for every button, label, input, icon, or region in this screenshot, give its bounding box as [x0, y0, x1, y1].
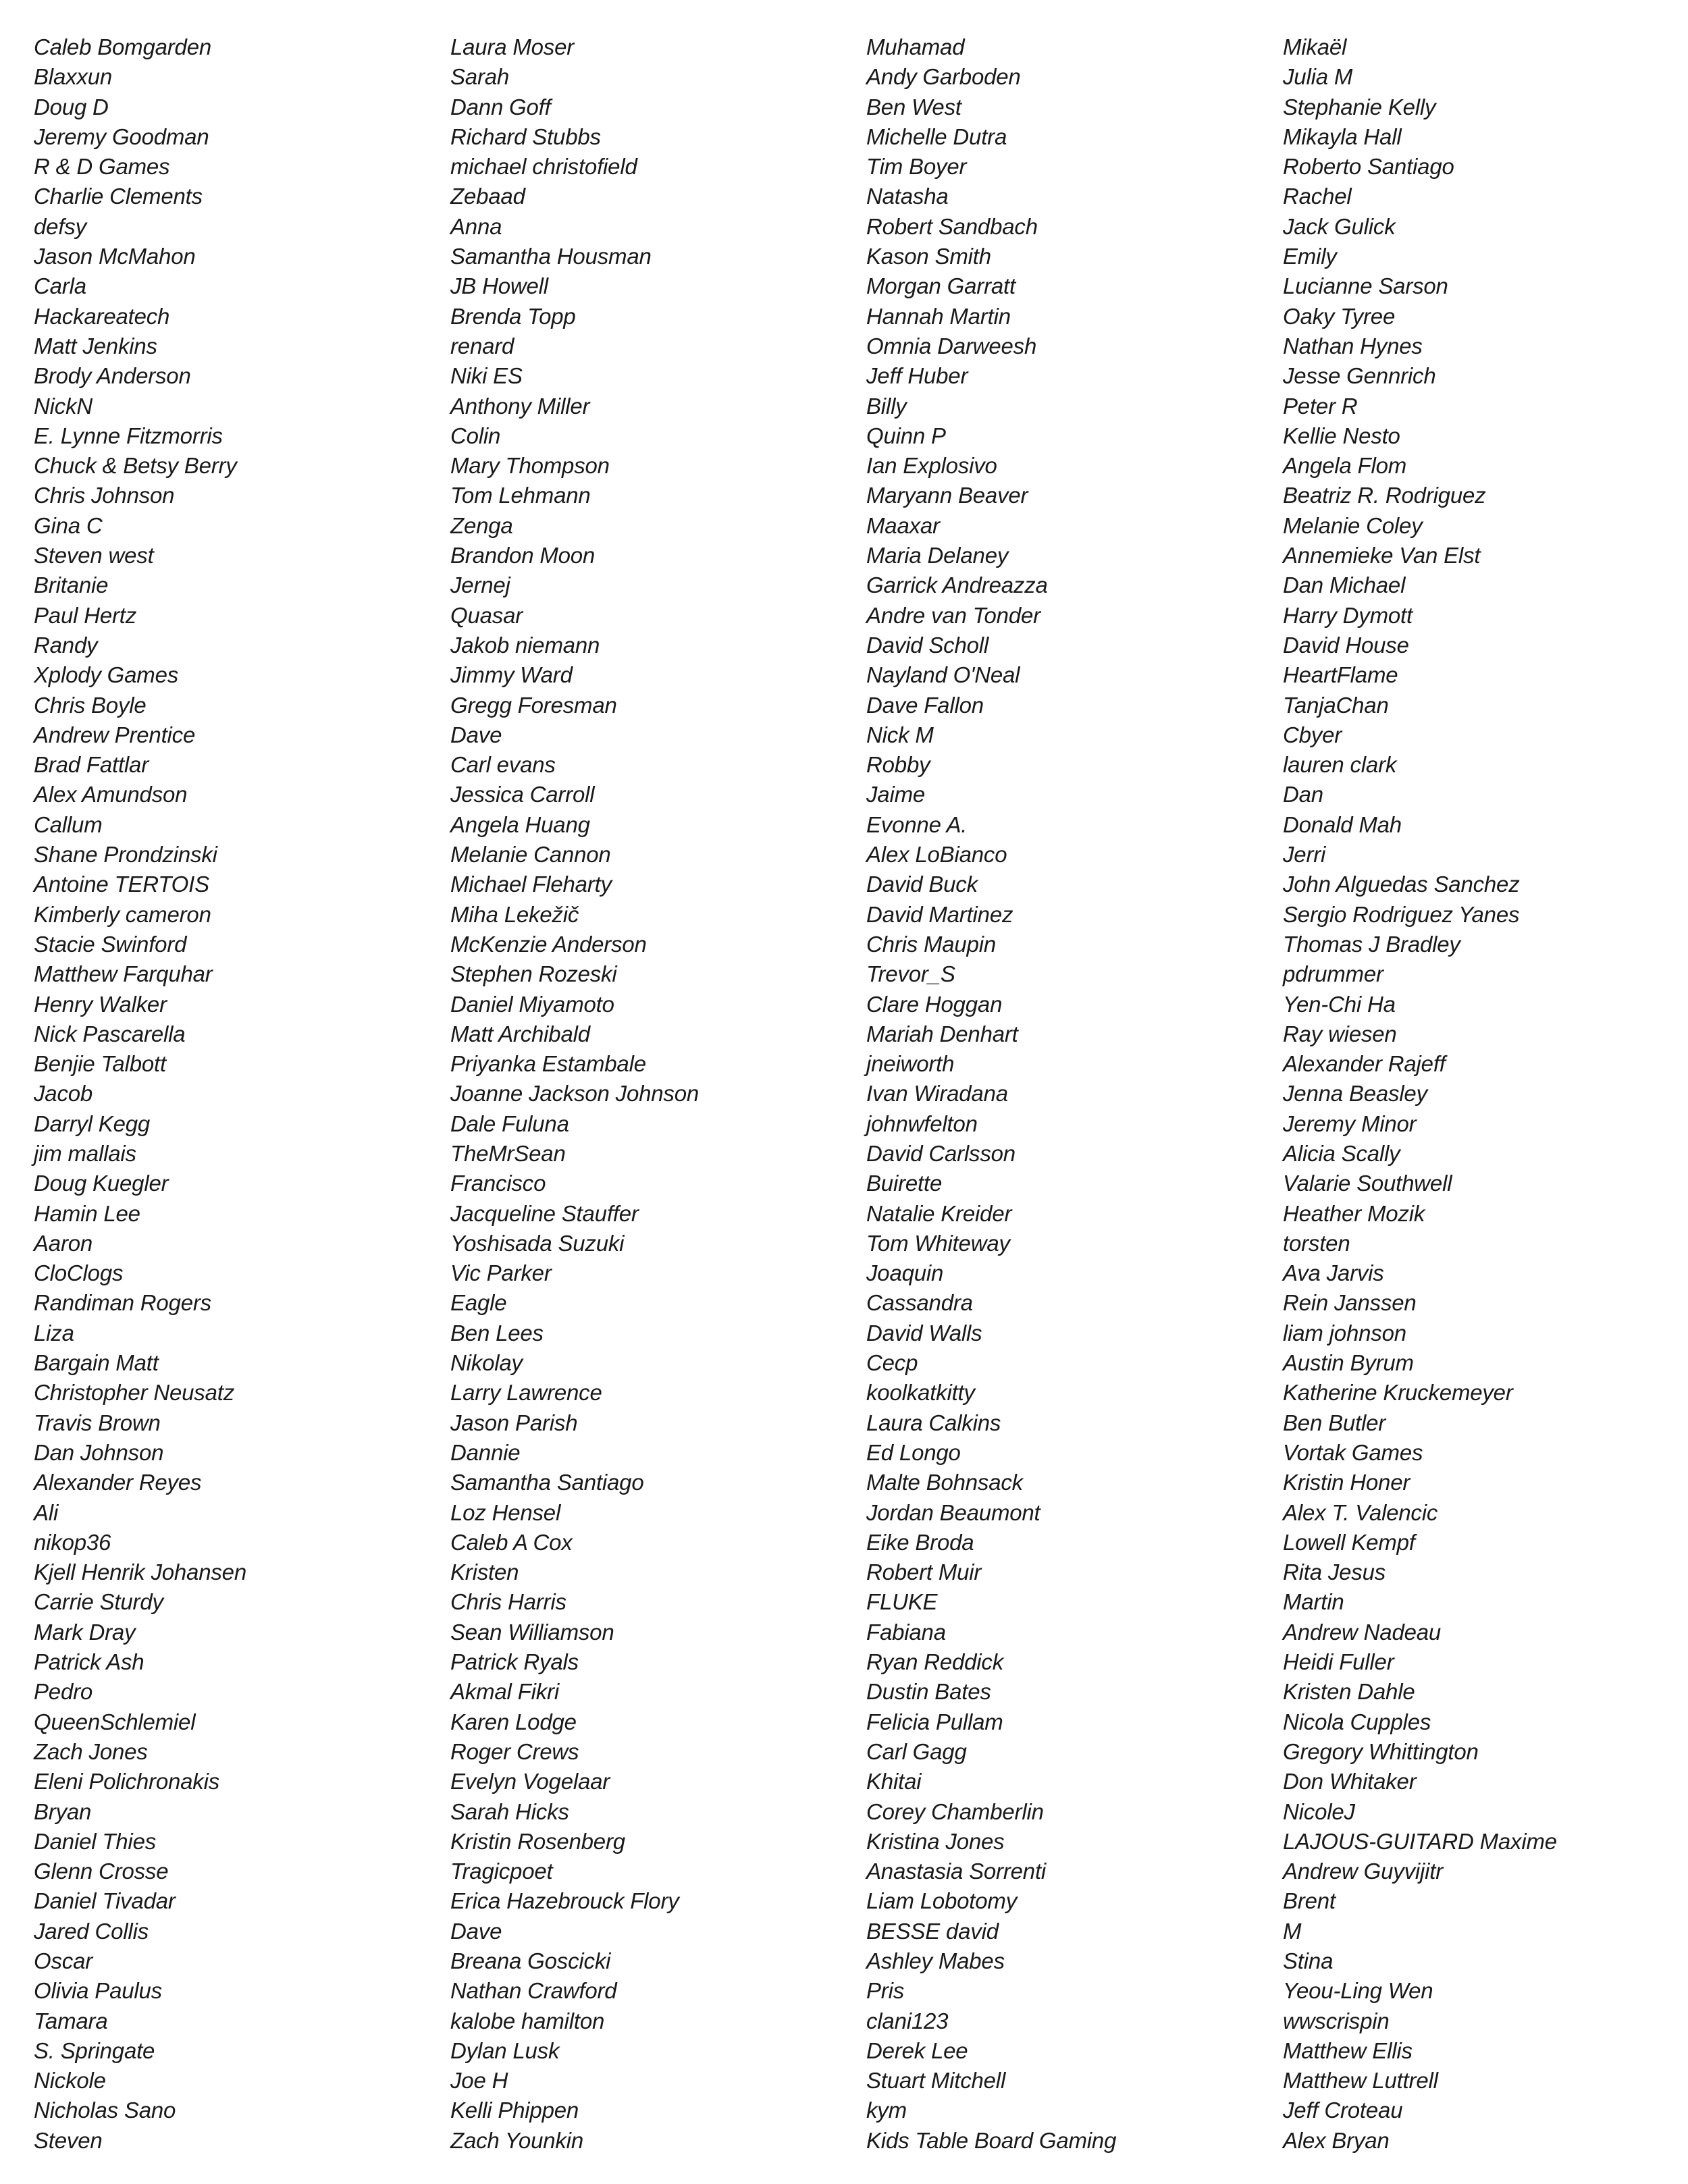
name-entry: Sean Williamson: [450, 1619, 614, 1645]
name-entry: Jerri: [1283, 842, 1326, 868]
name-entry: Jakob niemann: [450, 632, 600, 658]
name-entry: Natasha: [866, 184, 949, 209]
name-entry: Angela Flom: [1283, 453, 1407, 479]
name-entry: Liza: [34, 1320, 74, 1346]
name-entry: Mikayla Hall: [1283, 124, 1402, 149]
name-entry: Dale Fuluna: [450, 1111, 569, 1136]
name-entry: Francisco: [450, 1171, 546, 1196]
name-entry: Robert Sandbach: [866, 213, 1038, 239]
name-entry: Daniel Miyamoto: [450, 991, 614, 1017]
name-entry: Darryl Kegg: [34, 1111, 151, 1136]
name-entry: Donald Mah: [1283, 811, 1402, 837]
names-column-1: [34, 32, 246, 2156]
name-entry: Bryan: [34, 1799, 92, 1824]
name-entry: Natalie Kreider: [866, 1200, 1012, 1226]
name-entry: Dave: [450, 722, 502, 747]
name-entry: David Carlsson: [866, 1140, 1016, 1166]
name-entry: Muhamad: [866, 34, 965, 59]
name-entry: Jeremy Goodman: [34, 124, 209, 149]
name-entry: Matthew Ellis: [1283, 2037, 1413, 2063]
name-entry: Dan Johnson: [34, 1439, 164, 1465]
names-column-2: [450, 32, 699, 2156]
name-entry: TanjaChan: [1283, 692, 1389, 718]
name-entry: Nick M: [866, 722, 934, 747]
name-entry: Rita Jesus: [1283, 1560, 1386, 1585]
name-entry: Andy Garboden: [866, 64, 1021, 90]
name-entry: Morgan Garratt: [866, 273, 1016, 299]
name-entry: Tom Whiteway: [866, 1230, 1010, 1256]
name-entry: Roger Crews: [450, 1738, 579, 1764]
name-entry: Yeou-Ling Wen: [1283, 1978, 1433, 2004]
name-entry: Alex Amundson: [34, 782, 188, 807]
name-entry: Jessica Carroll: [450, 782, 595, 807]
name-entry: Stina: [1283, 1948, 1334, 1973]
name-entry: Eagle: [450, 1290, 507, 1316]
name-entry: Oaky Tyree: [1283, 303, 1396, 329]
name-entry: Alex Bryan: [1283, 2127, 1390, 2153]
name-entry: michael christofield: [450, 154, 637, 180]
name-entry: Jacob: [34, 1081, 93, 1107]
name-entry: Samantha Housman: [450, 244, 652, 269]
name-entry: S. Springate: [34, 2037, 155, 2063]
name-entry: Buirette: [866, 1171, 943, 1196]
name-entry: Chris Maupin: [866, 931, 997, 957]
name-entry: David Martinez: [866, 901, 1013, 927]
name-entry: clani123: [866, 2008, 949, 2033]
name-entry: Kjell Henrik Johansen: [34, 1560, 246, 1585]
name-entry: Gregg Foresman: [450, 692, 617, 718]
name-entry: Nathan Hynes: [1283, 333, 1423, 358]
name-entry: jneiworth: [866, 1051, 955, 1077]
name-entry: Miha Lekežič: [450, 901, 579, 927]
name-entry: Jaime: [866, 782, 926, 807]
name-entry: John Alguedas Sanchez: [1283, 872, 1520, 897]
name-entry: Brody Anderson: [34, 363, 191, 389]
name-entry: Britanie: [34, 572, 109, 598]
name-entry: Sergio Rodriguez Yanes: [1283, 901, 1520, 927]
name-entry: Carl Gagg: [866, 1738, 967, 1764]
name-entry: Kason Smith: [866, 244, 991, 269]
name-entry: nikop36: [34, 1529, 111, 1555]
name-entry: Carrie Sturdy: [34, 1589, 163, 1615]
name-entry: Yen-Chi Ha: [1283, 991, 1396, 1017]
name-entry: Chris Harris: [450, 1589, 566, 1615]
name-entry: Lucianne Sarson: [1283, 273, 1448, 299]
name-entry: Joanne Jackson Johnson: [450, 1081, 700, 1107]
name-entry: Yoshisada Suzuki: [450, 1230, 625, 1256]
name-entry: Emily: [1283, 244, 1337, 269]
name-entry: Don Whitaker: [1283, 1769, 1417, 1794]
name-entry: Kristin Rosenberg: [450, 1828, 625, 1854]
name-entry: Laura Moser: [450, 34, 575, 59]
name-entry: Anthony Miller: [450, 393, 590, 419]
name-entry: Zach Jones: [34, 1738, 148, 1764]
name-entry: Caleb Bomgarden: [34, 34, 211, 59]
name-entry: Richard Stubbs: [450, 124, 601, 149]
name-entry: Stephanie Kelly: [1283, 94, 1436, 119]
name-entry: Brent: [1283, 1888, 1336, 1914]
name-entry: Alicia Scally: [1283, 1140, 1400, 1166]
name-entry: Nicholas Sano: [34, 2098, 176, 2123]
name-entry: Jason Parish: [450, 1410, 578, 1435]
name-entry: wwscrispin: [1283, 2008, 1390, 2033]
name-entry: Alexander Reyes: [34, 1470, 202, 1495]
name-entry: Michelle Dutra: [866, 124, 1007, 149]
name-entry: Alex LoBianco: [866, 842, 1007, 868]
name-entry: Katherine Kruckemeyer: [1283, 1380, 1513, 1406]
name-entry: Xplody Games: [34, 662, 179, 688]
name-entry: Kristen Dahle: [1283, 1679, 1415, 1705]
name-entry: Akmal Fikri: [450, 1679, 559, 1705]
name-entry: johnwfelton: [866, 1111, 978, 1136]
name-entry: Dan Michael: [1283, 572, 1406, 598]
name-entry: Sarah: [450, 64, 510, 90]
name-entry: Heather Mozik: [1283, 1200, 1425, 1226]
name-entry: Kids Table Board Gaming: [866, 2127, 1117, 2153]
name-entry: Ava Jarvis: [1283, 1260, 1384, 1286]
name-entry: Jason McMahon: [34, 244, 196, 269]
name-entry: Erica Hazebrouck Flory: [450, 1888, 679, 1914]
name-entry: Patrick Ash: [34, 1649, 144, 1675]
name-entry: Felicia Pullam: [866, 1709, 1003, 1734]
name-entry: HeartFlame: [1283, 662, 1398, 688]
name-entry: Julia M: [1283, 64, 1353, 90]
name-entry: Rachel: [1283, 184, 1352, 209]
name-entry: Heidi Fuller: [1283, 1649, 1394, 1675]
name-entry: Quinn P: [866, 423, 946, 448]
name-entry: Andre van Tonder: [866, 602, 1040, 628]
name-entry: Doug Kuegler: [34, 1171, 169, 1196]
name-entry: Matthew Farquhar: [34, 961, 213, 987]
name-entry: Eike Broda: [866, 1529, 974, 1555]
name-entry: LAJOUS-GUITARD Maxime: [1283, 1828, 1557, 1854]
name-entry: Tim Boyer: [866, 154, 967, 180]
name-entry: Austin Byrum: [1283, 1350, 1414, 1376]
name-entry: Peter R: [1283, 393, 1358, 419]
name-entry: Stephen Rozeski: [450, 961, 617, 987]
name-entry: Joe H: [450, 2068, 508, 2094]
name-entry: David House: [1283, 632, 1409, 658]
name-entry: Andrew Guyvijitr: [1283, 1859, 1444, 1884]
name-entry: Jeff Croteau: [1283, 2098, 1403, 2123]
name-entry: Evonne A.: [866, 811, 968, 837]
name-entry: Jenna Beasley: [1283, 1081, 1427, 1107]
name-entry: Cecp: [866, 1350, 918, 1376]
name-entry: Anna: [450, 213, 502, 239]
name-entry: Dann Goff: [450, 94, 551, 119]
name-entry: Travis Brown: [34, 1410, 161, 1435]
name-entry: CloClogs: [34, 1260, 124, 1286]
name-entry: Caleb A Cox: [450, 1529, 573, 1555]
name-entry: Malte Bohnsack: [866, 1470, 1023, 1495]
name-entry: Zenga: [450, 512, 513, 538]
name-entry: Cbyer: [1283, 722, 1342, 747]
name-entry: Eleni Polichronakis: [34, 1769, 220, 1794]
name-entry: Andrew Nadeau: [1283, 1619, 1442, 1645]
name-entry: Melanie Cannon: [450, 842, 611, 868]
name-entry: NicoleJ: [1283, 1799, 1355, 1824]
name-entry: Charlie Clements: [34, 184, 203, 209]
name-entry: Jacqueline Stauffer: [450, 1200, 639, 1226]
name-entry: Tom Lehmann: [450, 483, 591, 508]
name-entry: FLUKE: [866, 1589, 938, 1615]
name-entry: Larry Lawrence: [450, 1380, 602, 1406]
name-entry: Alex T. Valencic: [1283, 1499, 1438, 1525]
name-entry: Ivan Wiradana: [866, 1081, 1008, 1107]
name-entry: Ian Explosivo: [866, 453, 997, 479]
name-entry: Kristin Honer: [1283, 1470, 1410, 1495]
name-entry: Annemieke Van Elst: [1283, 543, 1481, 568]
name-entry: QueenSchlemiel: [34, 1709, 196, 1734]
name-entry: Steven: [34, 2127, 103, 2153]
name-entry: Chris Boyle: [34, 692, 147, 718]
name-entry: Nikolay: [450, 1350, 523, 1376]
name-entry: Dustin Bates: [866, 1679, 991, 1705]
name-entry: kym: [866, 2098, 907, 2123]
name-entry: Nicola Cupples: [1283, 1709, 1431, 1734]
name-entry: Matt Jenkins: [34, 333, 157, 358]
name-entry: Jimmy Ward: [450, 662, 573, 688]
name-entry: Kelli Phippen: [450, 2098, 579, 2123]
name-entry: Hackareatech: [34, 303, 170, 329]
name-entry: Rein Janssen: [1283, 1290, 1417, 1316]
name-entry: Maria Delaney: [866, 543, 1009, 568]
name-entry: Matt Archibald: [450, 1021, 590, 1046]
name-entry: Valarie Southwell: [1283, 1171, 1452, 1196]
name-entry: Clare Hoggan: [866, 991, 1003, 1017]
name-entry: Angela Huang: [450, 811, 590, 837]
name-entry: Maaxar: [866, 512, 940, 538]
name-entry: Robert Muir: [866, 1560, 982, 1585]
name-entry: Loz Hensel: [450, 1499, 561, 1525]
name-entry: Mariah Denhart: [866, 1021, 1018, 1046]
name-entry: Quasar: [450, 602, 523, 628]
name-entry: defsy: [34, 213, 86, 239]
name-entry: torsten: [1283, 1230, 1350, 1256]
name-entry: Jesse Gennrich: [1283, 363, 1436, 389]
name-entry: Cassandra: [866, 1290, 973, 1316]
name-entry: NickN: [34, 393, 93, 419]
name-entry: Beatriz R. Rodriguez: [1283, 483, 1486, 508]
name-entry: Andrew Prentice: [34, 722, 196, 747]
name-entry: Nickole: [34, 2068, 106, 2094]
name-entry: Daniel Thies: [34, 1828, 157, 1854]
name-entry: Nick Pascarella: [34, 1021, 186, 1046]
name-entry: Olivia Paulus: [34, 1978, 162, 2004]
name-entry: JB Howell: [450, 273, 548, 299]
name-entry: Breana Goscicki: [450, 1948, 611, 1973]
name-entry: Priyanka Estambale: [450, 1051, 646, 1077]
name-entry: TheMrSean: [450, 1140, 566, 1166]
name-entry: Pedro: [34, 1679, 93, 1705]
name-entry: Kimberly cameron: [34, 901, 211, 927]
name-entry: Christopher Neusatz: [34, 1380, 235, 1406]
name-entry: Ali: [34, 1499, 59, 1525]
name-entry: Henry Walker: [34, 991, 167, 1017]
name-entry: kalobe hamilton: [450, 2008, 605, 2033]
name-entry: Tamara: [34, 2008, 108, 2033]
name-entry: Hamin Lee: [34, 1200, 140, 1226]
name-entry: Ray wiesen: [1283, 1021, 1397, 1046]
name-entry: Mikaël: [1283, 34, 1347, 59]
name-entry: Mark Dray: [34, 1619, 136, 1645]
name-entry: Maryann Beaver: [866, 483, 1028, 508]
name-entry: Robby: [866, 752, 930, 778]
name-entry: Nathan Crawford: [450, 1978, 617, 2004]
name-entry: Zebaad: [450, 184, 525, 209]
name-entry: Pris: [866, 1978, 905, 2004]
name-entry: Khitai: [866, 1769, 922, 1794]
name-entry: David Walls: [866, 1320, 982, 1346]
name-entry: Stacie Swinford: [34, 931, 187, 957]
name-entry: Tragicpoet: [450, 1859, 553, 1884]
name-entry: Chris Johnson: [34, 483, 175, 508]
name-entry: Stuart Mitchell: [866, 2068, 1006, 2094]
name-entry: Gina C: [34, 512, 103, 538]
name-entry: Dylan Lusk: [450, 2037, 560, 2063]
name-entry: Gregory Whittington: [1283, 1738, 1479, 1764]
name-entry: Steven west: [34, 543, 154, 568]
name-entry: Ed Longo: [866, 1439, 961, 1465]
name-entry: Sarah Hicks: [450, 1799, 569, 1824]
name-entry: Brandon Moon: [450, 543, 596, 568]
name-entry: R & D Games: [34, 154, 170, 180]
name-entry: Laura Calkins: [866, 1410, 1001, 1435]
name-entry: Ryan Reddick: [866, 1649, 1004, 1675]
name-entry: Kristen: [450, 1560, 519, 1585]
name-entry: Oscar: [34, 1948, 93, 1973]
name-entry: Randiman Rogers: [34, 1290, 211, 1316]
name-entry: Blaxxun: [34, 64, 113, 90]
name-entry: Joaquin: [866, 1260, 944, 1286]
name-entry: jim mallais: [34, 1140, 136, 1166]
name-entry: Karen Lodge: [450, 1709, 577, 1734]
name-entry: Chuck & Betsy Berry: [34, 453, 237, 479]
name-entry: Omnia Darweesh: [866, 333, 1037, 358]
name-entry: E. Lynne Fitzmorris: [34, 423, 223, 448]
names-column-4: [1283, 32, 1557, 2156]
name-entry: Patrick Ryals: [450, 1649, 579, 1675]
name-entry: Hannah Martin: [866, 303, 1011, 329]
name-entry: Benjie Talbott: [34, 1051, 166, 1077]
name-entry: Samantha Santiago: [450, 1470, 644, 1495]
name-entry: Lowell Kempf: [1283, 1529, 1415, 1555]
name-entry: Carla: [34, 273, 86, 299]
name-entry: Ben West: [866, 94, 961, 119]
name-entry: David Scholl: [866, 632, 989, 658]
name-entry: Zach Younkin: [450, 2127, 583, 2153]
name-entry: Paul Hertz: [34, 602, 137, 628]
name-entry: Vic Parker: [450, 1260, 552, 1286]
name-entry: Jeff Huber: [866, 363, 968, 389]
name-entry: McKenzie Anderson: [450, 931, 647, 957]
name-entry: koolkatkitty: [866, 1380, 975, 1406]
name-entry: Dan: [1283, 782, 1323, 807]
name-entry: Roberto Santiago: [1283, 154, 1454, 180]
name-entry: Glenn Crosse: [34, 1859, 169, 1884]
name-entry: Billy: [866, 393, 907, 419]
name-entry: Jordan Beaumont: [866, 1499, 1040, 1525]
name-entry: Ben Butler: [1283, 1410, 1386, 1435]
name-entry: Garrick Andreazza: [866, 572, 1048, 598]
name-entry: Bargain Matt: [34, 1350, 159, 1376]
name-entry: M: [1283, 1918, 1302, 1944]
name-entry: Callum: [34, 811, 103, 837]
name-entry: BESSE david: [866, 1918, 999, 1944]
name-entry: renard: [450, 333, 515, 358]
name-entry: Matthew Luttrell: [1283, 2068, 1438, 2094]
name-entry: Daniel Tivadar: [34, 1888, 176, 1914]
name-entry: Jernej: [450, 572, 510, 598]
name-entry: Fabiana: [866, 1619, 946, 1645]
name-entry: Jeremy Minor: [1283, 1111, 1417, 1136]
name-entry: Dave: [450, 1918, 502, 1944]
name-entry: Doug D: [34, 94, 109, 119]
name-entry: Ashley Mabes: [866, 1948, 1005, 1973]
name-entry: Dannie: [450, 1439, 521, 1465]
name-entry: Colin: [450, 423, 501, 448]
name-entry: Melanie Coley: [1283, 512, 1423, 538]
name-entry: Thomas J Bradley: [1283, 931, 1460, 957]
name-entry: lauren clark: [1283, 752, 1397, 778]
name-entry: Jack Gulick: [1283, 213, 1396, 239]
name-entry: pdrummer: [1283, 961, 1383, 987]
name-entry: Liam Lobotomy: [866, 1888, 1018, 1914]
name-entry: Kristina Jones: [866, 1828, 1005, 1854]
name-entry: Corey Chamberlin: [866, 1799, 1044, 1824]
name-entry: Vortak Games: [1283, 1439, 1423, 1465]
name-entry: liam johnson: [1283, 1320, 1406, 1346]
name-entry: Harry Dymott: [1283, 602, 1413, 628]
name-entry: David Buck: [866, 872, 978, 897]
name-entry: Aaron: [34, 1230, 93, 1256]
name-entry: Shane Prondzinski: [34, 842, 217, 868]
name-entry: Dave Fallon: [866, 692, 984, 718]
name-entry: Derek Lee: [866, 2037, 968, 2063]
name-entry: Mary Thompson: [450, 453, 610, 479]
name-entry: Martin: [1283, 1589, 1344, 1615]
name-entry: Michael Fleharty: [450, 872, 612, 897]
name-entry: Antoine TERTOIS: [34, 872, 209, 897]
name-entry: Trevor_S: [866, 961, 955, 987]
name-entry: Evelyn Vogelaar: [450, 1769, 610, 1794]
name-entry: Carl evans: [450, 752, 556, 778]
name-entry: Brad Fattlar: [34, 752, 149, 778]
name-entry: Ben Lees: [450, 1320, 544, 1346]
name-entry: Jared Collis: [34, 1918, 149, 1944]
name-entry: Brenda Topp: [450, 303, 576, 329]
name-entry: Randy: [34, 632, 98, 658]
name-entry: Alexander Rajeff: [1283, 1051, 1446, 1077]
names-column-3: [866, 32, 1116, 2156]
name-entry: Nayland O'Neal: [866, 662, 1020, 688]
name-entry: Niki ES: [450, 363, 523, 389]
name-entry: Kellie Nesto: [1283, 423, 1400, 448]
name-entry: Anastasia Sorrenti: [866, 1859, 1047, 1884]
